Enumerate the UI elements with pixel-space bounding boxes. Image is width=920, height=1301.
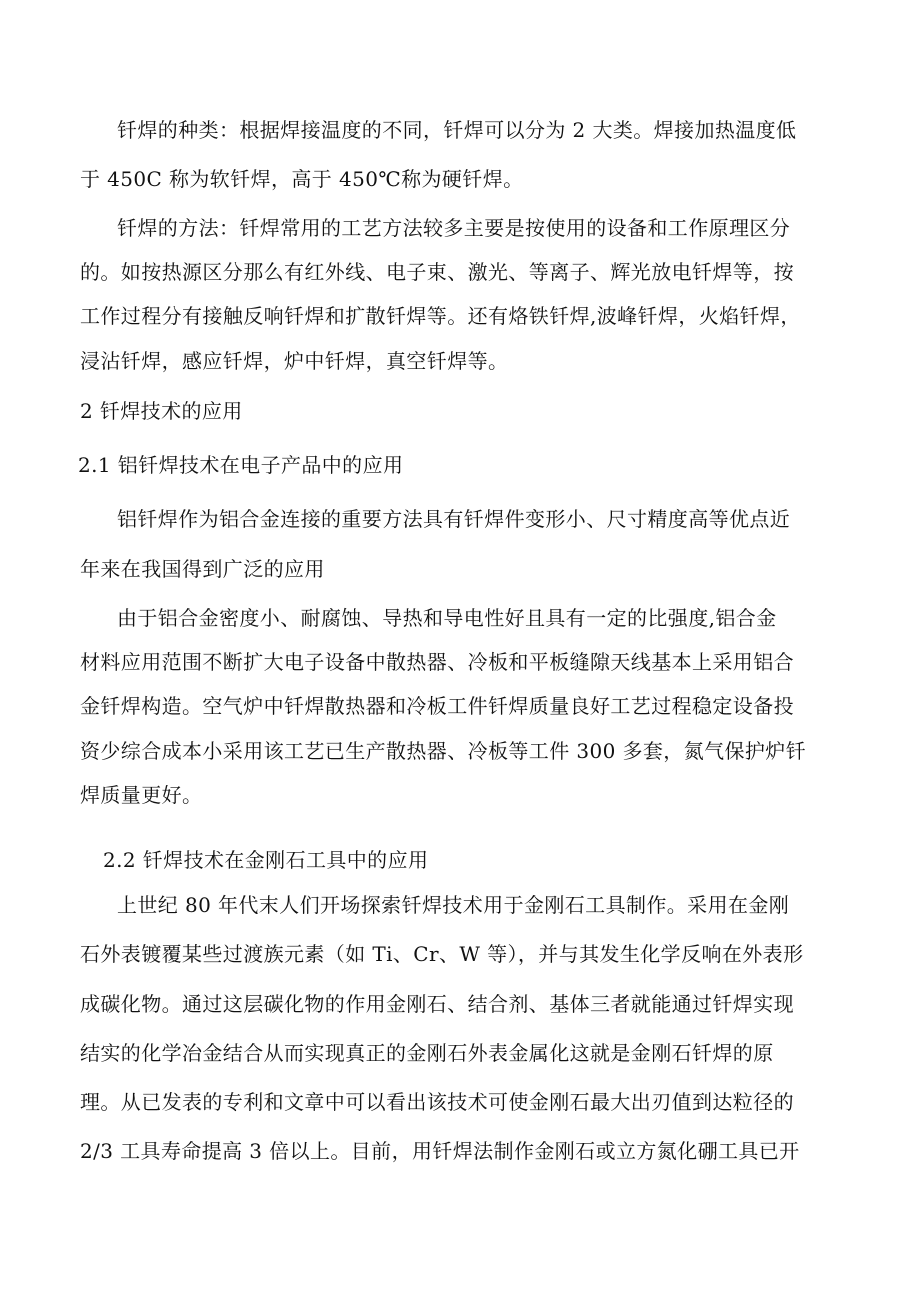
paragraph-line: 石外表镀覆某些过渡族元素（如 Ti、Cr、W 等），并与其发生化学反响在外表形 xyxy=(80,942,804,966)
paragraph-line: 由于铝合金密度小、耐腐蚀、导热和导电性好且具有一定的比强度,铝合金 xyxy=(117,606,777,630)
paragraph-line: 年来在我国得到广泛的应用 xyxy=(80,557,325,581)
paragraph-line: 理。从已发表的专利和文章中可以看出该技术可使金刚石最大出刃值到达粒径的 xyxy=(80,1090,794,1114)
paragraph-line: 浸沾钎焊，感应钎焊，炉中钎焊，真空钎焊等。 xyxy=(80,349,509,373)
paragraph-line: 的。如按热源区分那么有红外线、电子束、激光、等离子、辉光放电钎焊等，按 xyxy=(80,260,794,284)
paragraph-line: 上世纪 80 年代末人们开场探索钎焊技术用于金刚石工具制作。采用在金刚 xyxy=(117,893,790,917)
subsection-heading: 2.2 钎焊技术在金刚石工具中的应用 xyxy=(103,848,429,872)
paragraph-line: 资少综合成本小采用该工艺已生产散热器、冷板等工件 300 多套，氮气保护炉钎 xyxy=(80,739,807,763)
paragraph-line: 材料应用范围不断扩大电子设备中散热器、冷板和平板缝隙天线基本上采用铝合 xyxy=(80,650,794,674)
paragraph-line: 钎焊的方法：钎焊常用的工艺方法较多主要是按使用的设备和工作原理区分 xyxy=(117,216,791,240)
paragraph-line: 钎焊的种类：根据焊接温度的不同，钎焊可以分为 2 大类。焊接加热温度低 xyxy=(117,118,797,142)
paragraph-line: 结实的化学冶金结合从而实现真正的金刚石外表金属化这就是金刚石钎焊的原 xyxy=(80,1041,774,1065)
section-heading: 2 钎焊技术的应用 xyxy=(80,399,243,423)
paragraph-line: 金钎焊构造。空气炉中钎焊散热器和冷板工件钎焊质量良好工艺过程稳定设备投 xyxy=(80,694,794,718)
paragraph-line: 于 450C 称为软钎焊，高于 450℃称为硬钎焊。 xyxy=(80,167,524,191)
paragraph-line: 焊质量更好。 xyxy=(80,783,203,807)
paragraph-line: 成碳化物。通过这层碳化物的作用金刚石、结合剂、基体三者就能通过钎焊实现 xyxy=(80,992,794,1016)
paragraph-line: 2/3 工具寿命提高 3 倍以上。目前，用钎焊法制作金刚石或立方氮化硼工具已开 xyxy=(80,1139,800,1163)
subsection-heading: 2.1 铝钎焊技术在电子产品中的应用 xyxy=(78,453,404,477)
paragraph-line: 铝钎焊作为铝合金连接的重要方法具有钎焊件变形小、尺寸精度高等优点近 xyxy=(117,507,791,531)
paragraph-line: 工作过程分有接触反响钎焊和扩散钎焊等。还有烙铁钎焊,波峰钎焊，火焰钎焊， xyxy=(80,304,801,328)
